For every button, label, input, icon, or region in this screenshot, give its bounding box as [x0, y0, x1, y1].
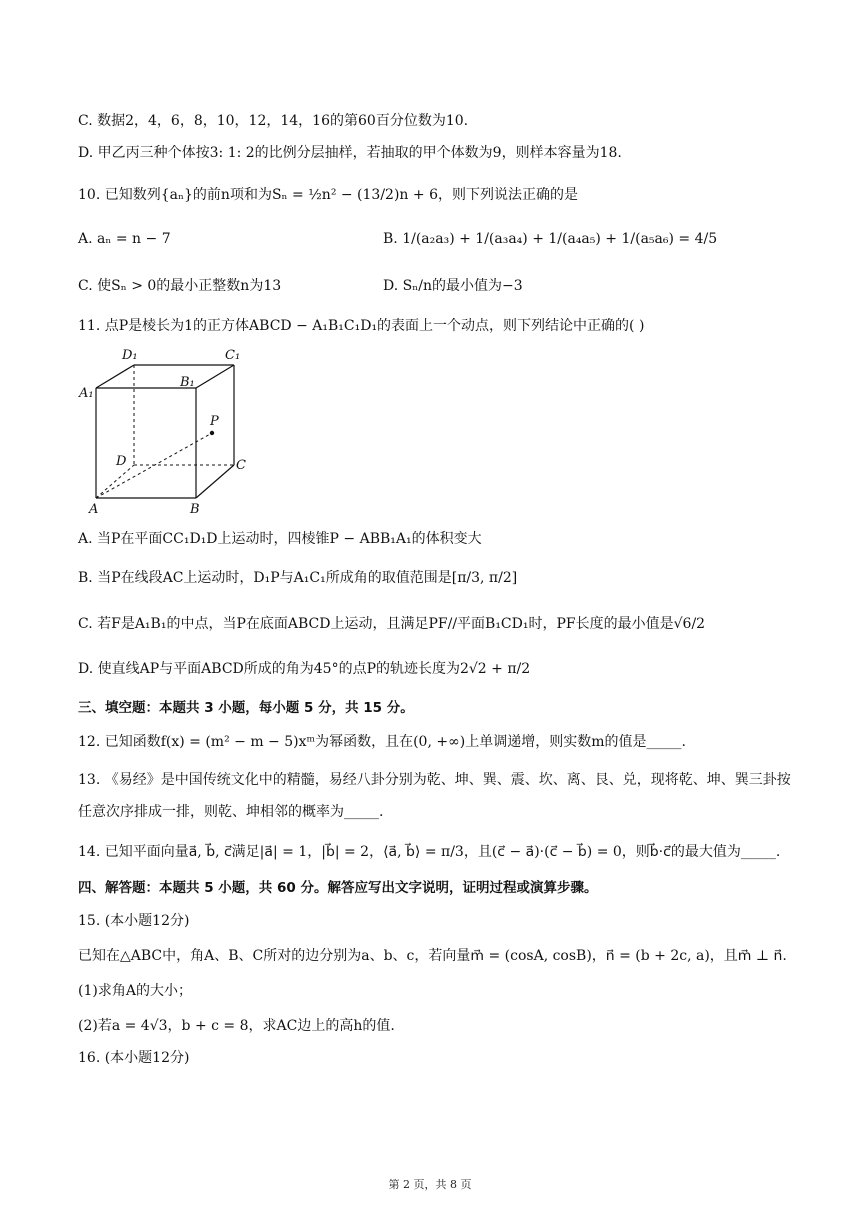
edge-bc — [196, 465, 234, 498]
q13-stem-line2: 任意次序排成一排，则乾、坤相邻的概率为_____. — [78, 804, 384, 820]
q11-option-a: A. 当P在平面CC₁D₁D上运动时，四棱锥P − ABB₁A₁的体积变大 — [78, 531, 482, 547]
point-p — [210, 431, 214, 435]
q12-stem: 12. 已知函数f(x) = (m² − m − 5)xᵐ为幂函数，且在(0, +∞)上单调递增，则实数m的值是_____. — [78, 734, 686, 750]
label-p: P — [210, 414, 219, 429]
q10-option-b: B. 1/(a₂a₃) + 1/(a₃a₄) + 1/(a₄a₅) + 1/(a₅a₆) = 4/5 — [383, 231, 718, 247]
edge-ad — [96, 465, 134, 498]
q16-header: 16. (本小题12分) — [78, 1050, 190, 1066]
section-answer-title: 四、解答题：本题共 5 小题，共 60 分。解答应写出文字说明，证明过程或演算步骤。 — [78, 880, 598, 896]
q10-option-a: A. aₙ = n − 7 — [78, 231, 171, 247]
cube-figure — [76, 343, 256, 518]
q11-option-b: B. 当P在线段AC上运动时，D₁P与A₁C₁所成角的取值范围是[π/3, π/2] — [78, 570, 518, 586]
edge-b1c1 — [196, 365, 234, 388]
q9-option-c: C. 数据2，4，6，8，10，12，14，16的第60百分位数为10. — [78, 113, 469, 129]
q14-stem: 14. 已知平面向量a⃗, b⃗, c⃗满足|a⃗| = 1，|b⃗| = 2，⟨a⃗, b⃗⟩ = π/3，且(c⃗ − a⃗)·(c⃗ − b⃗) = 0，则b⃗·c⃗的最大值为_____. — [78, 844, 781, 860]
q11-option-c: C. 若F是A₁B₁的中点，当P在底面ABCD上运动，且满足PF//平面B₁CD₁时，PF长度的最小值是√6/2 — [78, 616, 706, 632]
q15-stem: 已知在△ABC中，角A、B、C所对的边分别为a、b、c，若向量m⃗ = (cosA, cosB)，n⃗ = (b + 2c, a)，且m⃗ ⊥ n⃗. — [78, 948, 787, 964]
label-d: D — [116, 454, 127, 469]
page-footer: 第 2 页，共 8 页 — [388, 1178, 472, 1191]
q13-stem-line1: 13. 《易经》是中国传统文化中的精髓，易经八卦分别为乾、坤、巽、震、坎、离、艮、兑，现将乾、坤、巽三卦按 — [78, 772, 791, 788]
q10-stem: 10. 已知数列{aₙ}的前n项和为Sₙ = ½n² − (13/2)n + 6，则下列说法正确的是 — [78, 187, 578, 203]
q11-stem: 11. 点P是棱长为1的正方体ABCD − A₁B₁C₁D₁的表面上一个动点，则下列结论中正确的( ) — [78, 318, 645, 334]
section-fill-in-title: 三、填空题：本题共 3 小题，每小题 5 分，共 15 分。 — [78, 700, 414, 716]
edge-d1a1 — [96, 365, 134, 388]
q9-option-d: D. 甲乙丙三种个体按3: 1: 2的比例分层抽样，若抽取的甲个体数为9，则样本容量为18. — [78, 145, 622, 161]
label-d1: D₁ — [122, 348, 138, 363]
q15-part2: (2)若a = 4√3，b + c = 8，求AC边上的高h的值. — [78, 1018, 395, 1034]
q10-option-c: C. 使Sₙ > 0的最小正整数n为13 — [78, 278, 282, 294]
label-c: C — [236, 458, 246, 473]
label-a: A — [89, 502, 99, 517]
label-a1: A₁ — [79, 386, 94, 401]
q10-option-d: D. Sₙ/n的最小值为−3 — [383, 278, 523, 294]
q15-part1: (1)求角A的大小； — [78, 983, 192, 999]
q15-header: 15. (本小题12分) — [78, 913, 190, 929]
label-b: B — [190, 502, 200, 517]
q11-option-d: D. 使直线AP与平面ABCD所成的角为45°的点P的轨迹长度为2√2 + π/2 — [78, 661, 531, 677]
label-b1: B₁ — [180, 375, 195, 390]
label-c1: C₁ — [225, 348, 241, 363]
